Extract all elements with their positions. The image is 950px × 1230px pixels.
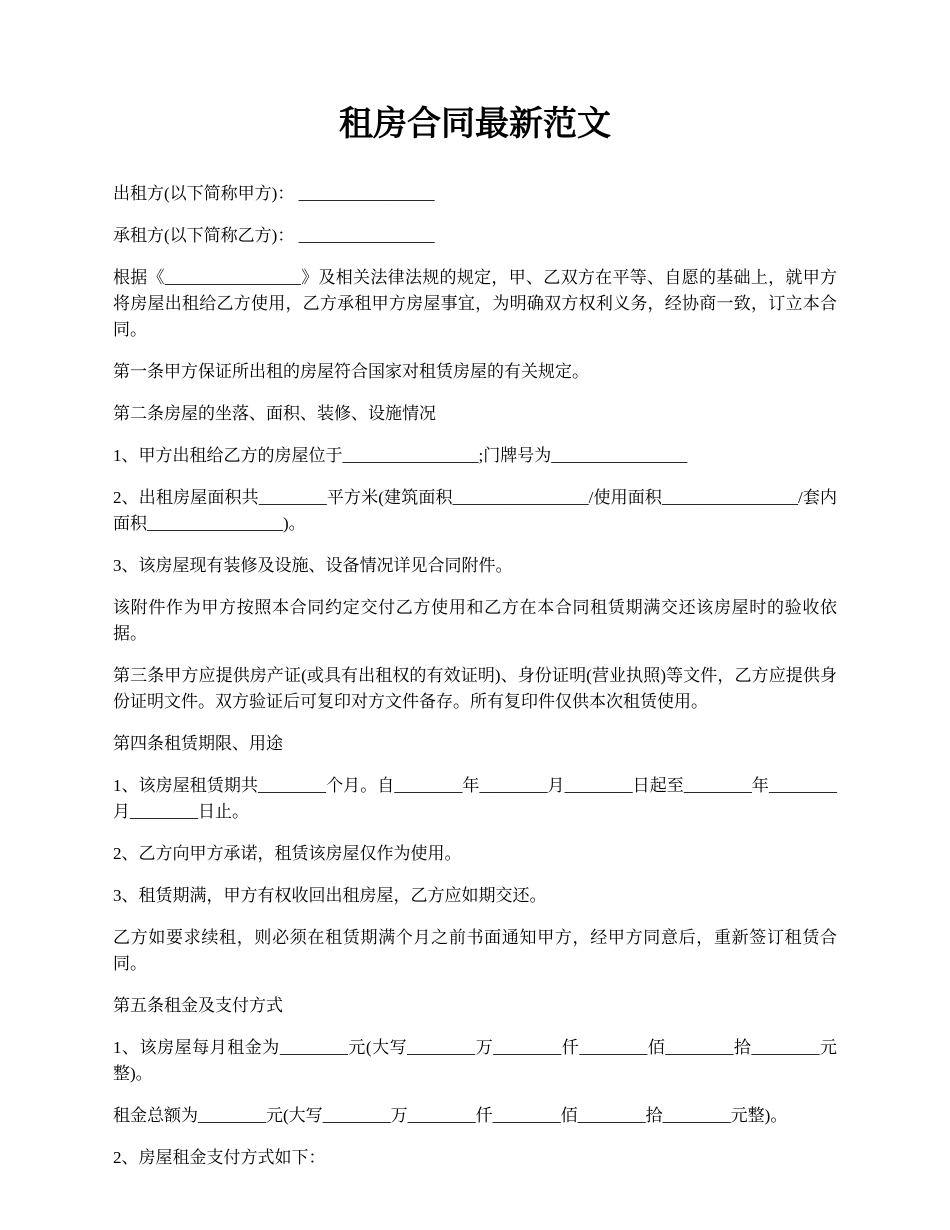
clause-2-item-1: 1、甲方出租给乙方的房屋位于________________;门牌号为________________ (113, 445, 688, 465)
clause-1: 第一条甲方保证所出租的房屋符合国家对租赁房屋的有关规定。 (113, 361, 589, 381)
party-b-line: 承租方(以下简称乙方)： ________________ (113, 225, 435, 245)
clause-3: 第三条甲方应提供房产证(或具有出租权的有效证明)、身份证明(营业执照)等文件，乙方应提供身份证明文件。双方验证后可复印对方文件备存。所有复印件仅供本次租赁使用。 (113, 665, 837, 711)
document-title: 租房合同最新范文 (339, 106, 611, 143)
clause-2-item-2: 2、出租房屋面积共________平方米(建筑面积________________/使用面积________________/套内面积________________)。 (113, 487, 837, 533)
clause-5-item-1: 1、该房屋每月租金为________元(大写________万________仟________佰________拾________元整)。 (113, 1037, 837, 1083)
renewal-note: 乙方如要求续租，则必须在租赁期满个月之前书面通知甲方，经甲方同意后，重新签订租赁合同。 (113, 927, 837, 973)
clause-4-item-1: 1、该房屋租赁期共________个月。自________年________月________日起至________年________月________日止。 (113, 775, 837, 821)
clause-5-heading: 第五条租金及支付方式 (113, 995, 283, 1015)
party-a-line: 出租方(以下简称甲方)： ________________ (113, 183, 435, 203)
clause-2-item-3: 3、该房屋现有装修及设施、设备情况详见合同附件。 (113, 555, 513, 575)
clause-4-item-3: 3、租赁期满，甲方有权收回出租房屋，乙方应如期交还。 (113, 885, 547, 905)
attachment-note: 该附件作为甲方按照本合同约定交付乙方使用和乙方在本合同租赁期满交还该房屋时的验收依据。 (113, 597, 837, 643)
clause-2-heading: 第二条房屋的坐落、面积、装修、设施情况 (113, 403, 436, 423)
preamble: 根据《________________》及相关法律法规的规定，甲、乙双方在平等、自愿的基础上，就甲方将房屋出租给乙方使用，乙方承租甲方房屋事宜，为明确双方权利义务，经协商一致，订立本合同。 (113, 267, 837, 339)
clause-4-item-2: 2、乙方向甲方承诺，租赁该房屋仅作为使用。 (113, 843, 462, 863)
rent-total-line: 租金总额为________元(大写________万________仟________佰________拾________元整)。 (113, 1105, 788, 1125)
clause-5-item-2: 2、房屋租金支付方式如下： (113, 1147, 326, 1167)
clause-4-heading: 第四条租赁期限、用途 (113, 733, 283, 753)
